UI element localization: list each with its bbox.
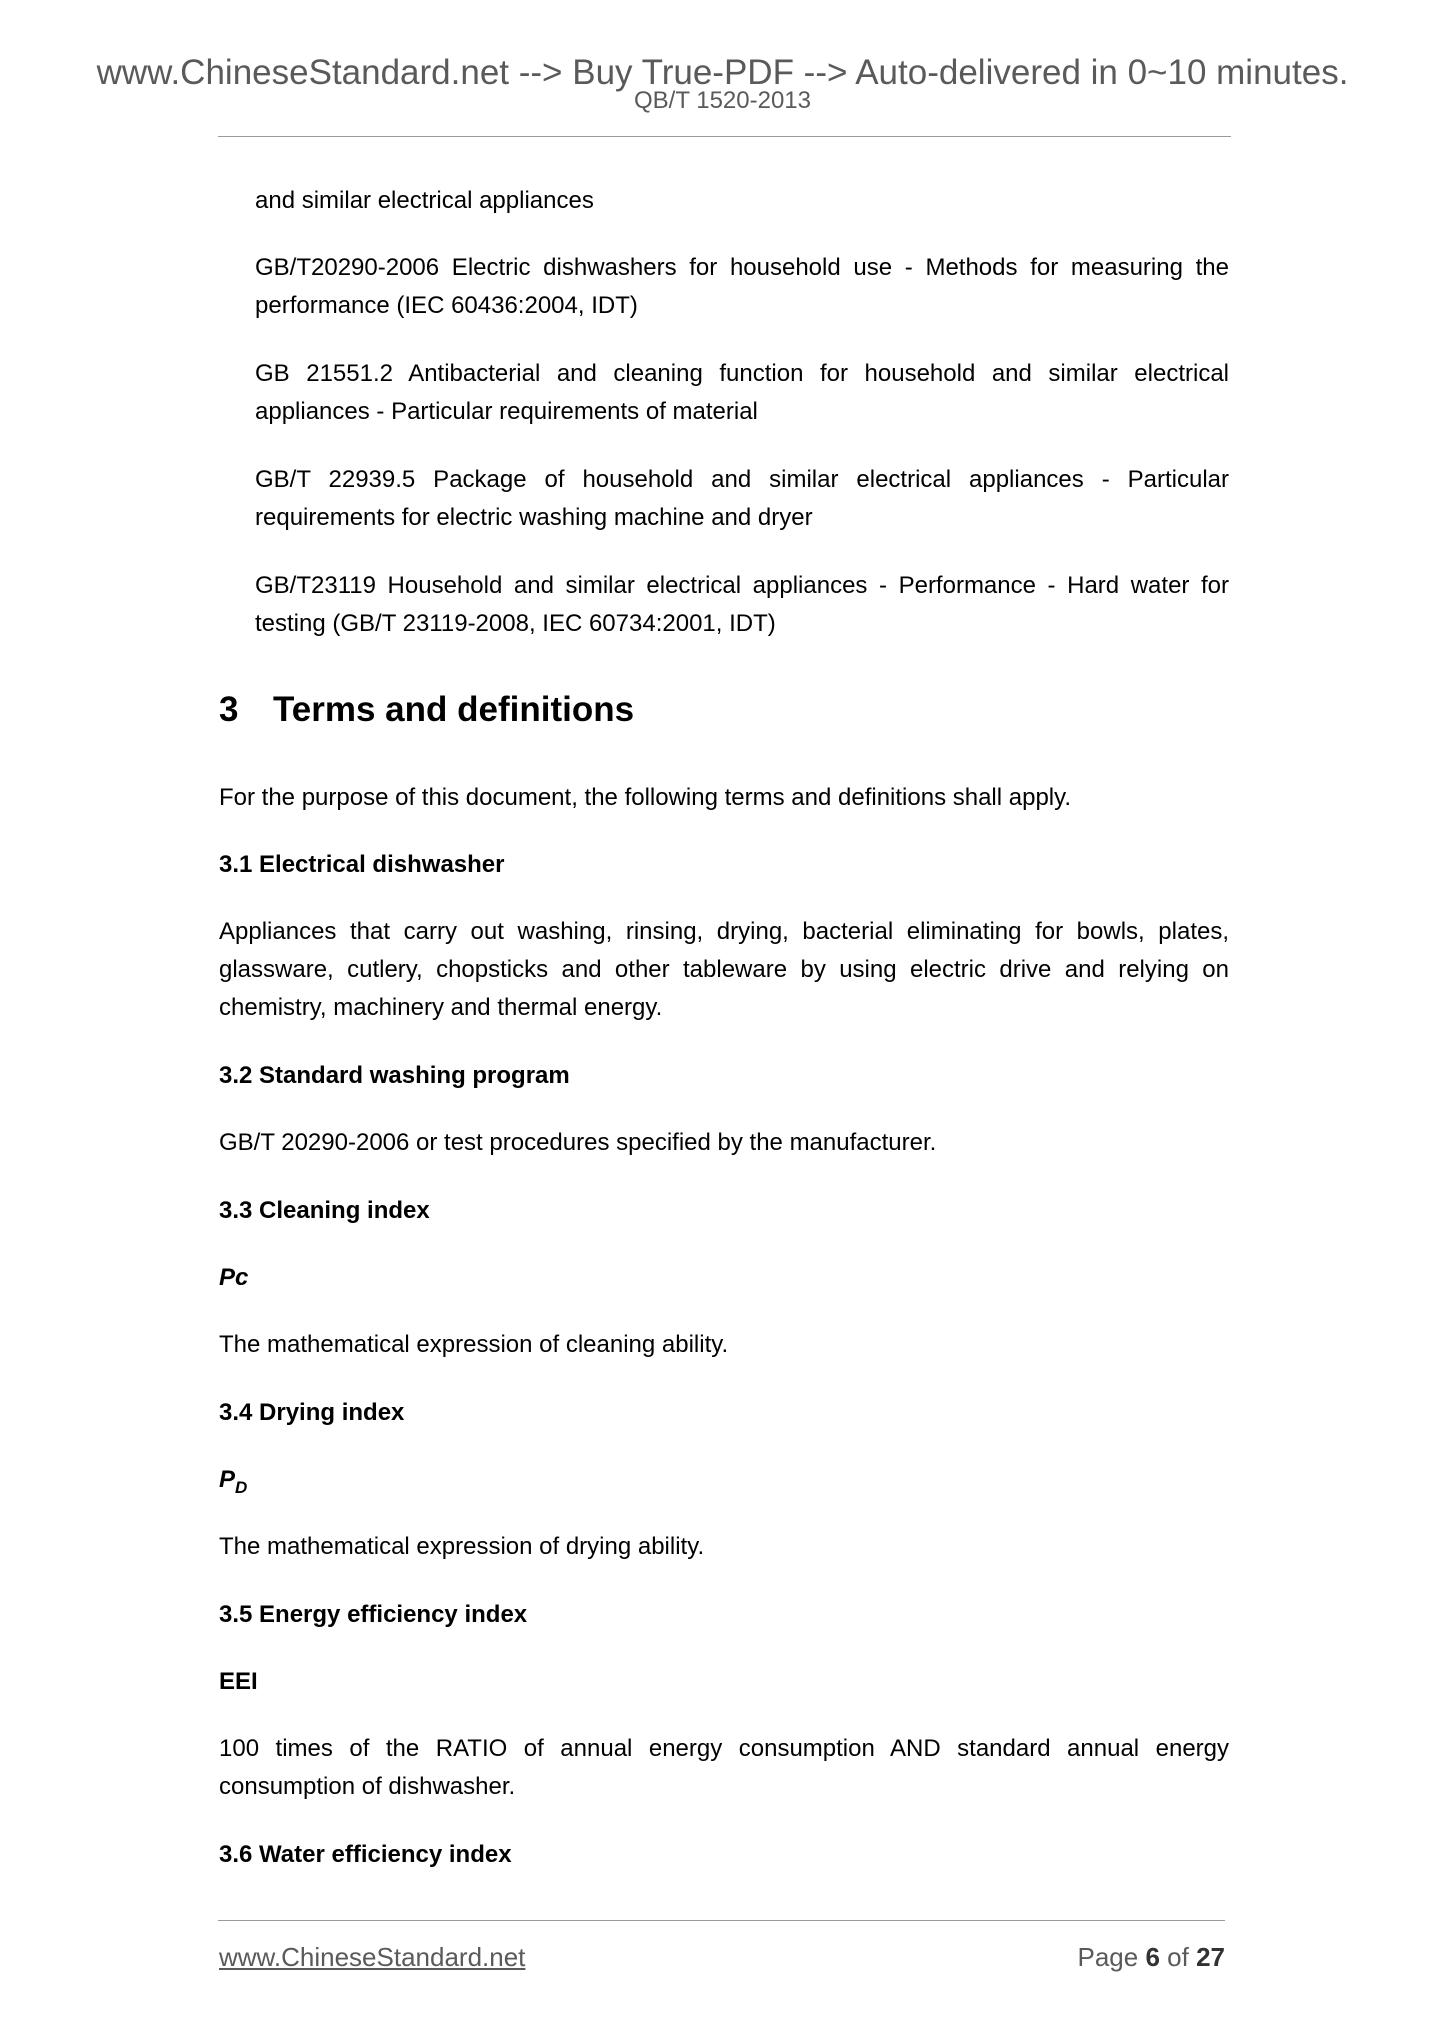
term-symbol [219,1461,1229,1501]
page-of: of [1167,1942,1189,1972]
term-symbol: Pc [219,1264,249,1291]
section-heading [219,690,634,730]
term-heading: 3.3 Cleaning index [219,1197,430,1224]
reference-continuation: and similar electrical appliances [255,187,594,214]
standard-number: QB/T 1520-2013 [633,87,811,114]
page-prefix: Page [1077,1942,1139,1972]
page-total: 27 [1196,1942,1225,1972]
page-indicator [1077,1942,1225,1972]
term-symbol-subscript: D [235,1478,248,1497]
term-heading: 3.5 Energy efficiency index [219,1601,528,1628]
footer-divider [218,1920,1225,1921]
section-number: 3 [219,690,239,729]
term-definition: Appliances that carry out washing, rinsing, drying, bacterial eliminating for bowls, plates, glassware, cutlery, chopsticks and other tableware by using electric drive and relying on chemistry, machinery and thermal energy. [219,918,1229,1021]
term-definition: The mathematical expression of drying ability. [219,1533,705,1560]
footer-website-link[interactable]: www.ChineseStandard.net [219,1942,526,1972]
page-number: 6 [1145,1942,1160,1972]
section-intro: For the purpose of this document, the following terms and definitions shall apply. [219,784,1072,811]
term-definition: GB/T 20290-2006 or test procedures specified by the manufacturer. [219,1129,937,1156]
reference-item: GB/T 22939.5 Package of household and similar electrical appliances - Particular requirements for electric washing machine and dryer [255,466,1229,531]
term-heading: 3.1 Electrical dishwasher [219,851,505,878]
header-divider [218,136,1231,137]
term-heading: 3.6 Water efficiency index [219,1841,512,1868]
term-symbol-main: P [219,1466,236,1493]
term-definition: 100 times of the RATIO of annual energy consumption AND standard annual energy consumption of dishwasher. [219,1735,1229,1800]
reference-item: GB 21551.2 Antibacterial and cleaning function for household and similar electrical appliances - Particular requirements of material [255,360,1229,425]
term-definition: The mathematical expression of cleaning ability. [219,1331,729,1358]
term-heading: 3.4 Drying index [219,1399,405,1426]
section-title: Terms and definitions [273,690,635,729]
reference-item: GB/T20290-2006 Electric dishwashers for household use - Methods for measuring the performance (IEC 60436:2004, IDT) [255,254,1229,319]
reference-item: GB/T23119 Household and similar electrical appliances - Performance - Hard water for testing (GB/T 23119-2008, IEC 60734:2001, IDT) [255,572,1229,637]
term-heading: 3.2 Standard washing program [219,1062,570,1089]
header-banner[interactable]: www.ChineseStandard.net --> Buy True-PDF --> Auto-delivered in 0~10 minutes. [96,53,1349,92]
term-symbol: EEI [219,1668,258,1695]
